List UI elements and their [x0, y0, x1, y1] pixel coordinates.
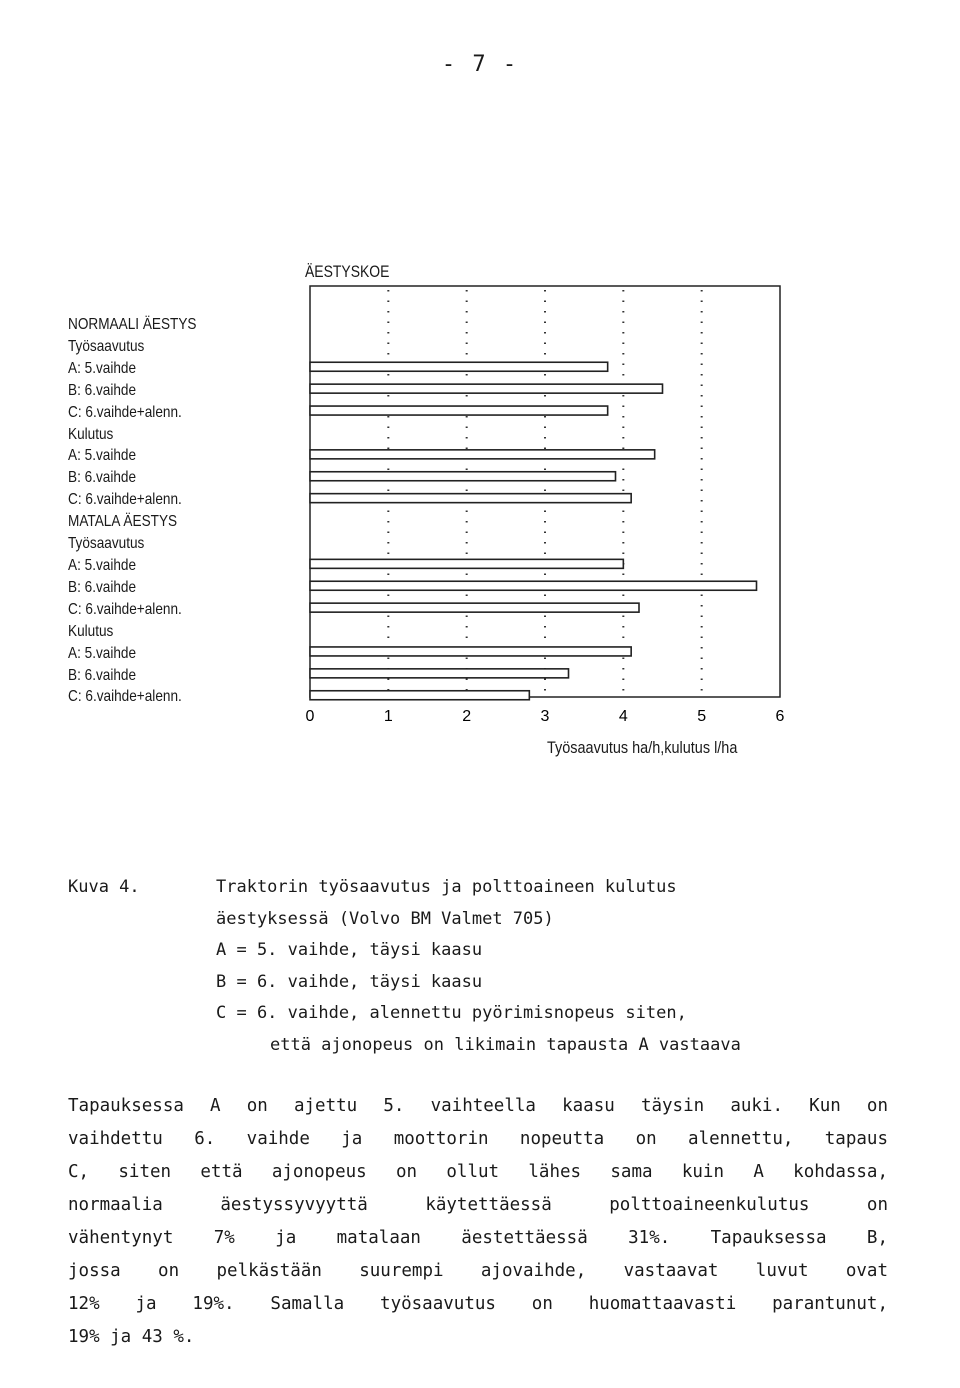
tick-label: 0 [305, 708, 315, 725]
caption-label: Kuva 4. [68, 877, 140, 897]
category-label: Työsaavutus [68, 337, 145, 355]
caption-line: B = 6. vaihde, täysi kaasu [216, 971, 483, 992]
category-label: C: 6.vaihde+alenn. [68, 688, 182, 706]
body-paragraph [68, 1090, 888, 1354]
paragraph-line: vähentynyt 7% ja matalaan äestettäessä 31%. Tapauksessa B, [68, 1228, 888, 1248]
caption-line: että ajonopeus on likimain tapausta A vastaava [270, 1034, 741, 1055]
x-axis-title: Työsaavutus ha/h,kulutus l/ha [547, 738, 738, 757]
caption-line: äestyksessä (Volvo BM Valmet 705) [216, 908, 554, 929]
paragraph-line: C, siten että ajonopeus on ollut lähes sama kuin A kohdassa, [68, 1162, 888, 1182]
bar [310, 450, 655, 459]
plot-frame [310, 286, 780, 697]
category-label: Työsaavutus [68, 535, 145, 553]
bar [310, 559, 623, 568]
bar [310, 362, 608, 371]
bar [310, 669, 569, 678]
category-label: A: 5.vaihde [68, 447, 137, 465]
bar [310, 691, 529, 700]
bar [310, 603, 639, 612]
category-label: C: 6.vaihde+alenn. [68, 600, 182, 618]
category-label: A: 5.vaihde [68, 556, 137, 574]
category-label: A: 5.vaihde [68, 644, 137, 662]
bar [310, 406, 608, 415]
category-label: B: 6.vaihde [68, 381, 137, 399]
category-label: C: 6.vaihde+alenn. [68, 491, 182, 509]
paragraph-line: 19% ja 43 %. [68, 1327, 195, 1347]
bar-chart [300, 284, 800, 744]
caption-line: Traktorin työsaavutus ja polttoaineen kulutus [216, 877, 677, 897]
caption-line: C = 6. vaihde, alennettu pyörimisnopeus siten, [216, 1003, 687, 1023]
tick-label: 6 [775, 708, 785, 725]
paragraph-line: normaalia äestyssyvyyttä käytettäessä polttoaineenkulutus on [68, 1195, 888, 1215]
bar [310, 581, 757, 590]
tick-label: 1 [383, 708, 393, 725]
category-label: Kulutus [68, 425, 114, 443]
paragraph-line: 12% ja 19%. Samalla työsaavutus on huomattaavasti parantunut, [68, 1294, 888, 1314]
category-label: Kulutus [68, 622, 114, 640]
tick-label: 5 [697, 708, 707, 725]
tick-label: 4 [618, 708, 628, 725]
bar [310, 647, 631, 656]
bar [310, 472, 616, 481]
category-label: A: 5.vaihde [68, 359, 137, 377]
tick-label: 3 [540, 708, 550, 725]
bar [310, 384, 663, 393]
paragraph-line: Tapauksessa A on ajettu 5. vaihteella kaasu täysin auki. Kun on [68, 1096, 888, 1116]
category-label: C: 6.vaihde+alenn. [68, 403, 182, 421]
category-label: B: 6.vaihde [68, 666, 137, 684]
paragraph-line: vaihdettu 6. vaihde ja moottorin nopeutta on alennettu, tapaus [68, 1129, 888, 1149]
category-label: MATALA ÄESTYS [68, 513, 178, 531]
bar [310, 494, 631, 503]
page-number: - 7 - [441, 52, 519, 77]
category-label: B: 6.vaihde [68, 469, 137, 487]
category-label: B: 6.vaihde [68, 578, 137, 596]
category-labels [68, 314, 196, 708]
chart-title: ÄESTYSKOE [305, 262, 390, 281]
caption-line: A = 5. vaihde, täysi kaasu [216, 940, 483, 960]
tick-label: 2 [462, 708, 472, 725]
paragraph-line: jossa on pelkästään suurempi ajovaihde, vastaavat luvut ovat [68, 1261, 888, 1281]
category-label: NORMAALI ÄESTYS [68, 316, 197, 333]
